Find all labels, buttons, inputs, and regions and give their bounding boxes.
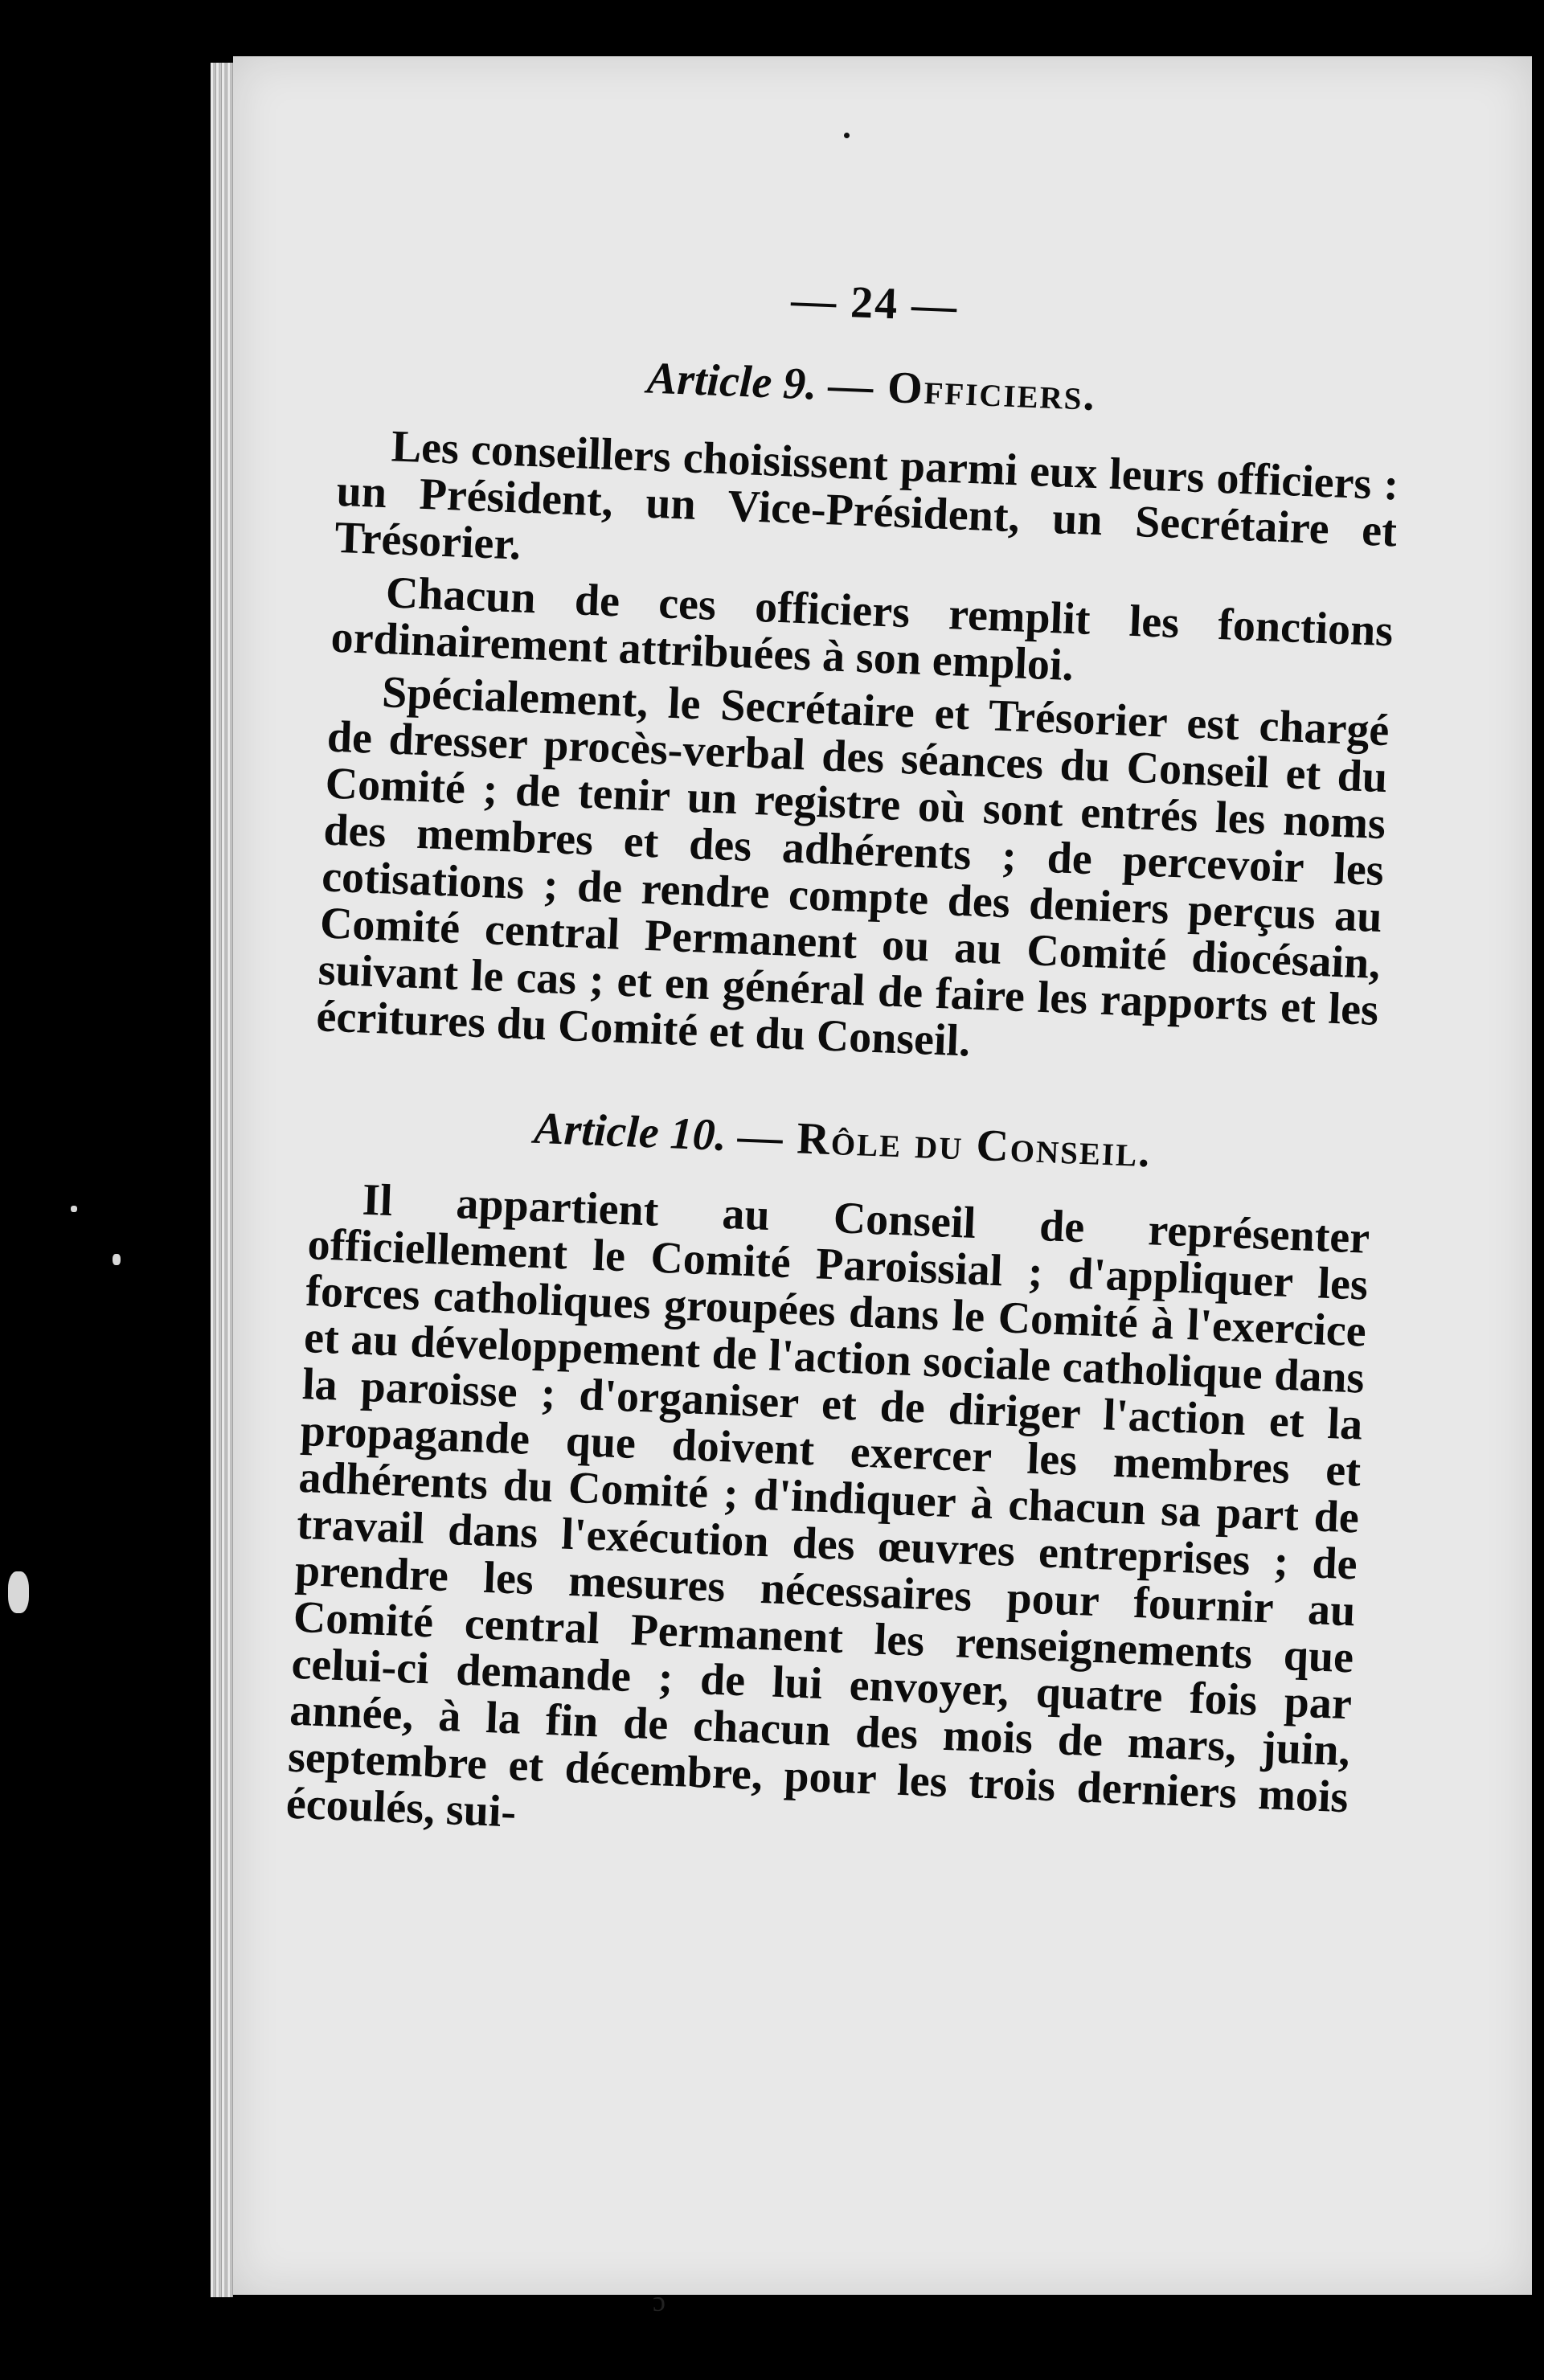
article-9-paragraph-2: Chacun de ces officiers remplit les fonctions ordinairement attribuées à son emploi. — [330, 567, 1395, 691]
article-10-number: 10. — [669, 1108, 727, 1161]
article-9-paragraph-3: Spécialement, le Secrétaire et Trésorier est chargé de dresser procès-verbal des séances du Conseil et du Comité ; de tenir un registre où sont entrés les noms des membres et des adhérents ; de percevoir les cotisations ; de rendre compte des deniers perçus au Comité central Permanent ou au Comité diocésain, suivant le cas ; et en général de faire les rapports et les écritures du Comité et du Conseil. — [315, 667, 1390, 1067]
article-9-title: — Officiers. — [827, 360, 1097, 420]
page-content — [285, 257, 1406, 1874]
book-page — [233, 56, 1532, 2295]
article-10-label: Article — [533, 1103, 660, 1158]
book-page-edges — [211, 63, 233, 2297]
bottom-scan-mark: ɔ — [653, 2285, 666, 2317]
article-9-heading — [341, 341, 1403, 433]
article-9-label: Article — [645, 353, 773, 408]
page-number: — 24 — — [790, 275, 960, 332]
scan-speck — [844, 133, 850, 138]
article-9-paragraph-1: Les conseillers choisissent parmi eux leurs officiers : un Président, un Vice-Président, un Secrétaire et Trésorier. — [334, 421, 1400, 570]
article-9-number: 9. — [782, 358, 818, 410]
article-10-paragraph-1: Il appartient au Conseil de représenter officiellement le Comité Paroissial ; d'appliquer les forces catholiques groupées dans le Comité à l'exercice et au développement de l'action sociale catholique dans la paroisse ; d'organiser et de diriger l'action et la propagande que doivent exercer les membres et adhérents du Comité ; d'indiquer à chacun sa part de travail dans l'exécution des œuvres entreprises ; de prendre les mesures nécessaires pour fournir au Comité central Permanent les renseignements que celui-ci demande ; de lui envoyer, quatre fois par année, à la fin de chacun des mois de mars, juin, septembre et décembre, pour les trois derniers mois écoulés, sui- — [285, 1174, 1371, 1837]
article-10-title: — Rôle du Conseil. — [736, 1111, 1153, 1178]
